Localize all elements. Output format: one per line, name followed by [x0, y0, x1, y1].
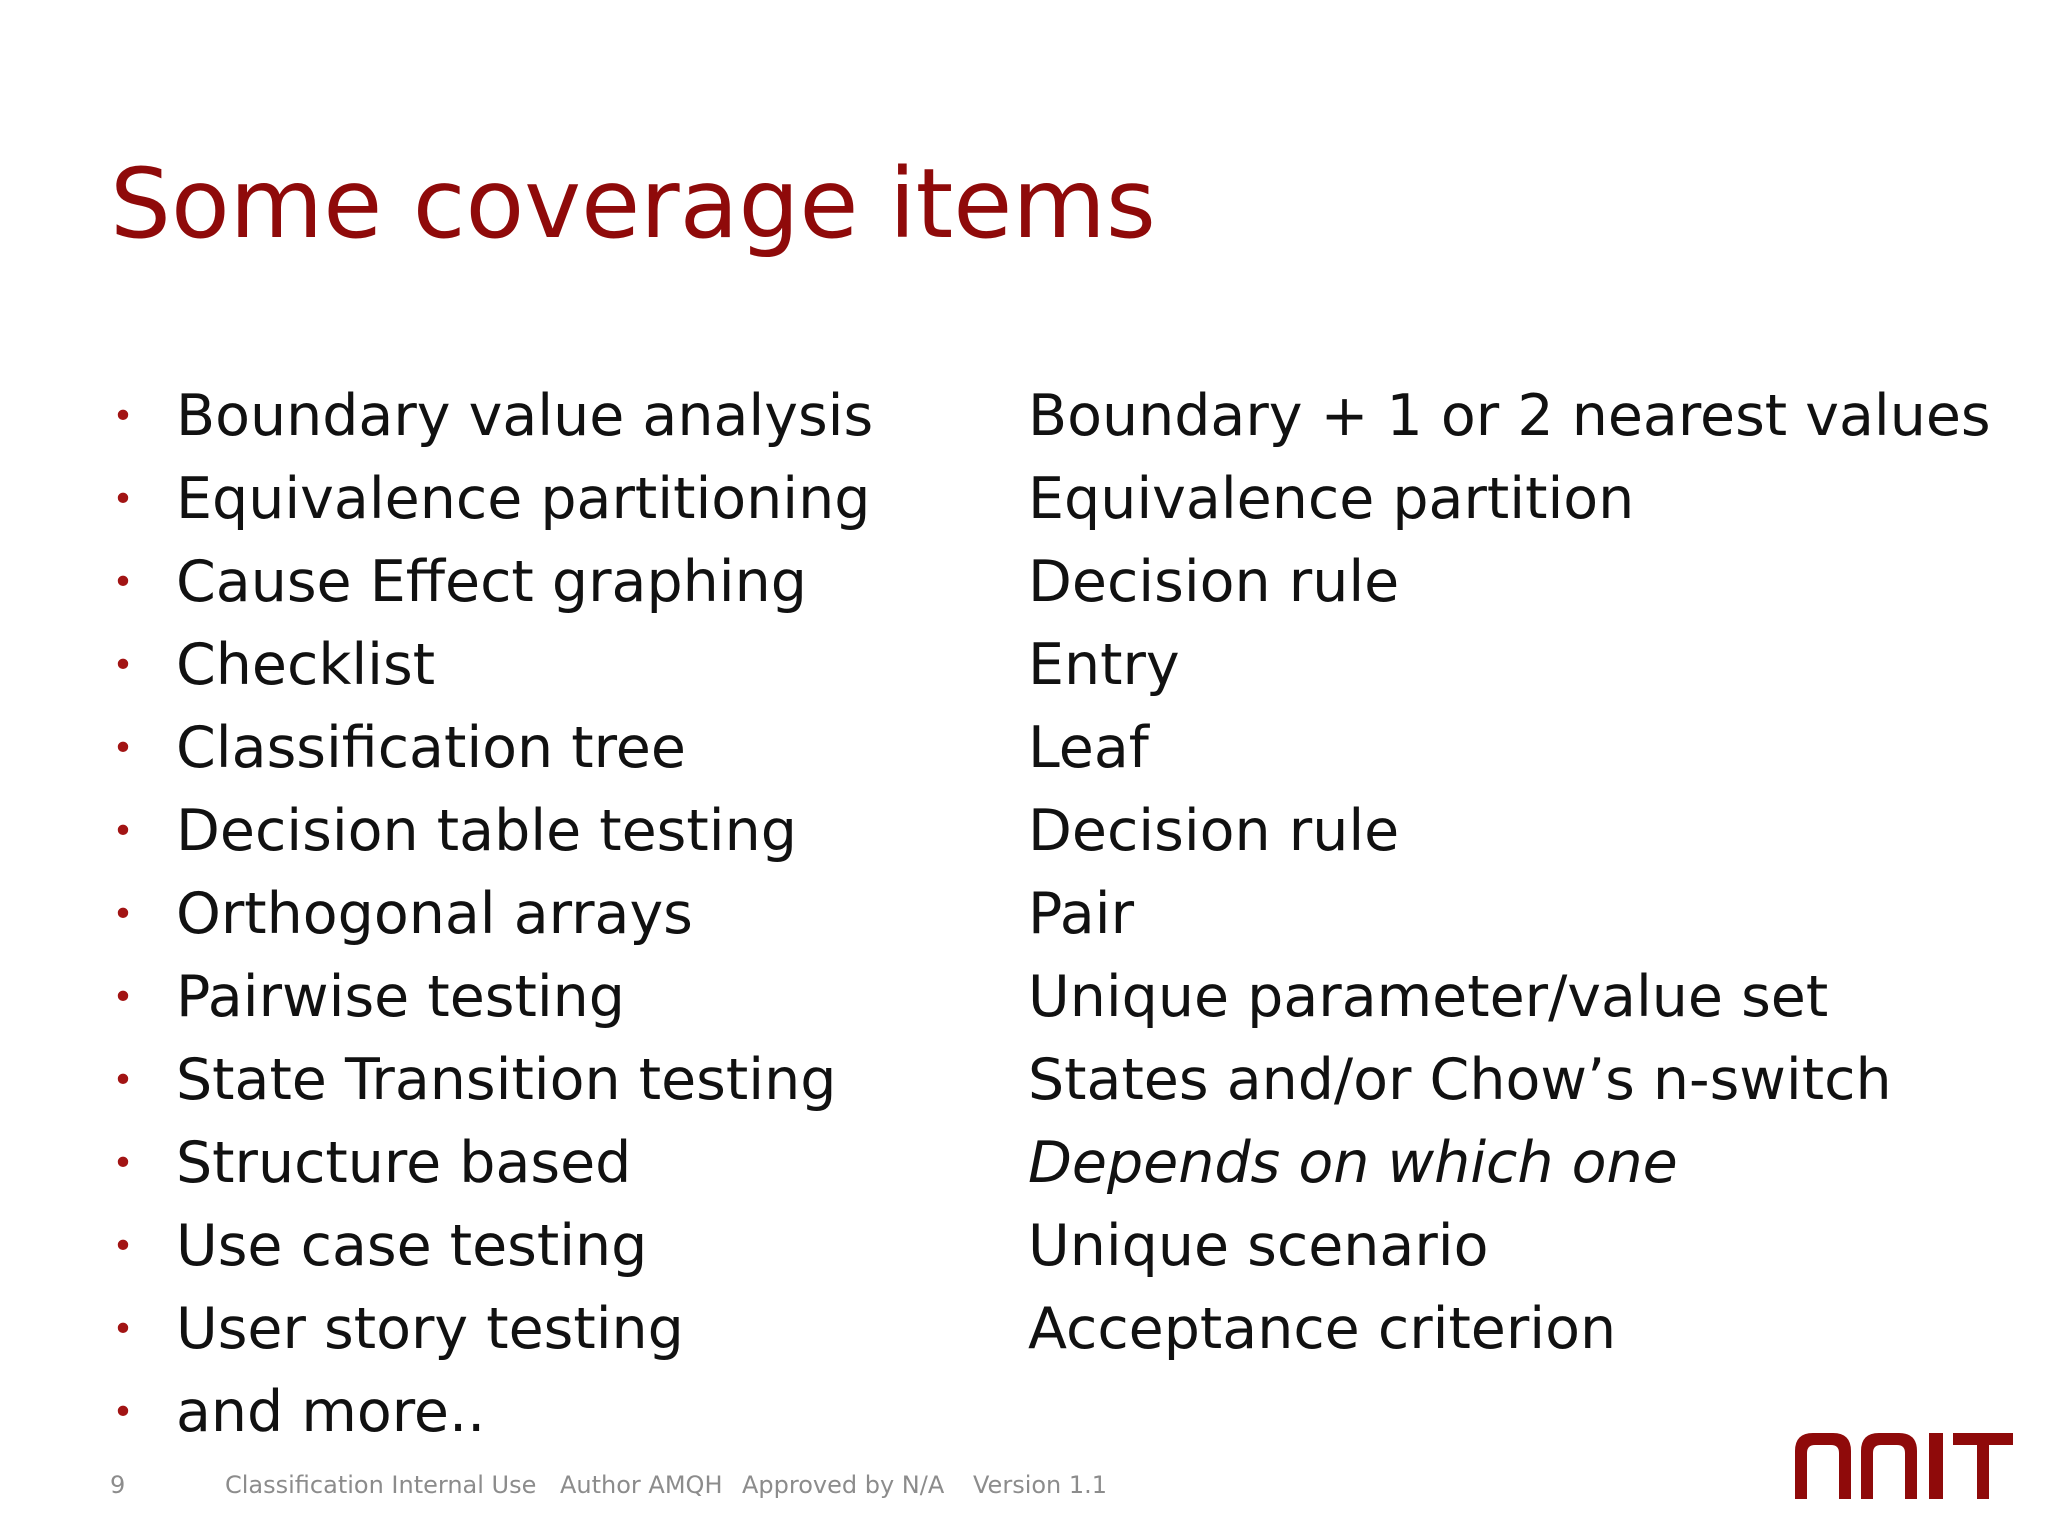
bullet-icon: • — [112, 562, 134, 603]
bullet-icon: • — [112, 1226, 134, 1267]
bullet-icon: • — [112, 1060, 134, 1101]
list-item — [0, 1288, 2048, 1371]
technique-label: Boundary value analysis — [176, 383, 874, 449]
logo-letter-n2 — [1861, 1433, 1917, 1499]
list-item — [0, 707, 2048, 790]
technique-label: Structure based — [176, 1130, 632, 1196]
coverage-item-label: Leaf — [1028, 715, 1149, 781]
list-item — [0, 1371, 2048, 1454]
coverage-item-label: Boundary + 1 or 2 nearest values — [1028, 383, 1991, 449]
list-item — [0, 624, 2048, 707]
footer-version: Version 1.1 — [973, 1471, 1108, 1499]
footer-author: Author AMQH — [560, 1471, 723, 1499]
slide-title: Some coverage items — [110, 148, 1156, 260]
bullet-icon: • — [112, 811, 134, 852]
footer-page-number: 9 — [110, 1471, 126, 1499]
coverage-item-label: Unique scenario — [1028, 1213, 1489, 1279]
coverage-item-label: Decision rule — [1028, 549, 1400, 615]
list-item — [0, 873, 2048, 956]
bullet-icon: • — [112, 645, 134, 686]
bullet-icon: • — [112, 1392, 134, 1433]
coverage-item-label: Decision rule — [1028, 798, 1400, 864]
footer-classification: Classification Internal Use — [225, 1471, 537, 1499]
bullet-icon: • — [112, 894, 134, 935]
technique-label: State Transition testing — [176, 1047, 837, 1113]
technique-label: Orthogonal arrays — [176, 881, 693, 947]
list-item — [0, 541, 2048, 624]
technique-label: Checklist — [176, 632, 436, 698]
coverage-item-label: Unique parameter/value set — [1028, 964, 1829, 1030]
coverage-item-label: Depends on which one — [1028, 1130, 1678, 1196]
list-item — [0, 1122, 2048, 1205]
list-item — [0, 1205, 2048, 1288]
list-item — [0, 458, 2048, 541]
footer-approval: Approved by N/A — [742, 1471, 945, 1499]
logo-letter-t — [1953, 1433, 2013, 1499]
list-item — [0, 956, 2048, 1039]
bullet-icon: • — [112, 728, 134, 769]
coverage-items-list — [0, 375, 2048, 1454]
logo-letter-n1 — [1795, 1433, 1851, 1499]
bullet-icon: • — [112, 977, 134, 1018]
technique-label: Decision table testing — [176, 798, 797, 864]
technique-label: User story testing — [176, 1296, 684, 1362]
technique-label: Equivalence partitioning — [176, 466, 871, 532]
logo-letter-i — [1929, 1433, 1943, 1499]
nnit-logo-icon — [1795, 1433, 2013, 1499]
technique-label: and more.. — [176, 1379, 486, 1445]
bullet-icon: • — [112, 479, 134, 520]
technique-label: Classification tree — [176, 715, 686, 781]
list-item — [0, 790, 2048, 873]
technique-label: Pairwise testing — [176, 964, 625, 1030]
coverage-item-label: States and/or Chow’s n-switch — [1028, 1047, 1892, 1113]
bullet-icon: • — [112, 1309, 134, 1350]
technique-label: Use case testing — [176, 1213, 648, 1279]
coverage-item-label: Pair — [1028, 881, 1135, 947]
bullet-icon: • — [112, 396, 134, 437]
list-item — [0, 1039, 2048, 1122]
coverage-item-label: Entry — [1028, 632, 1180, 698]
coverage-item-label: Acceptance criterion — [1028, 1296, 1617, 1362]
technique-label: Cause Effect graphing — [176, 549, 807, 615]
coverage-item-label: Equivalence partition — [1028, 466, 1635, 532]
list-item — [0, 375, 2048, 458]
bullet-icon: • — [112, 1143, 134, 1184]
